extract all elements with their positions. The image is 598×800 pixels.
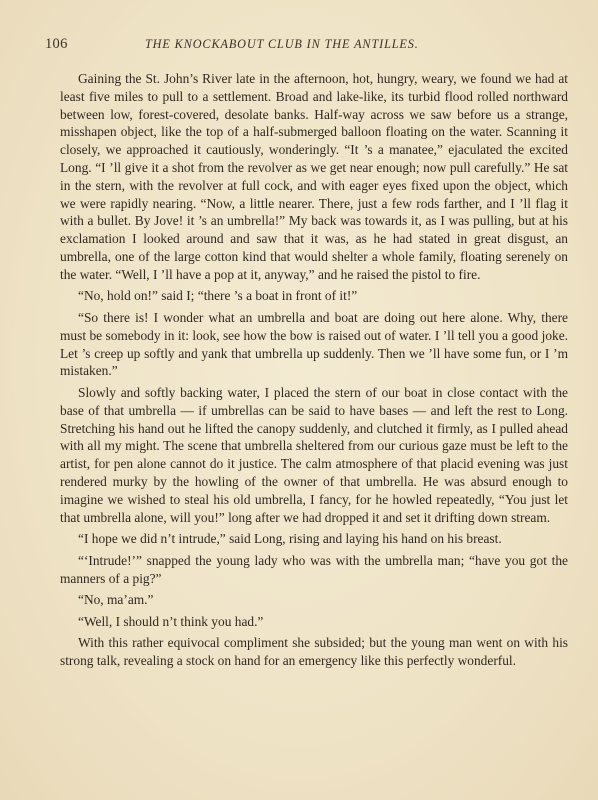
paragraph: “‘Intrude!’” snapped the young lady who was with the umbrella man; “have you got the manners of a pig?” (60, 552, 568, 586)
paragraph: Slowly and softly backing water, I placed the stern of our boat in close contact with the base of that umbrella — if umbrellas can be said to have bases — and left the rest to Long. Stretching his hand out he lifted the canopy suddenly, and clutched it firmly, as I pulled ahead with all my might. The scene that umbrella sheltered from our curious gaze must be left to the artist, for pen alone cannot do it justice. The calm atmosphere of that placid evening was just rendered murky by the howling of the owner of that umbrella. He was absurd enough to imagine we wished to steal his old umbrella, I fancy, for he howled repeatedly, “You just let that umbrella alone, will you!” long after we had dropped it and set it drifting down stream. (60, 384, 568, 525)
paragraph: “No, hold on!” said I; “there ’s a boat in front of it!” (78, 288, 358, 304)
running-head: THE KNOCKABOUT CLUB IN THE ANTILLES. (145, 37, 419, 51)
paragraph: “No, ma’am.” (78, 592, 154, 608)
body-text (60, 70, 568, 674)
paragraph: With this rather equivocal compliment she subsided; but the young man went on with his strong talk, revealing a stock on hand for an emergency like this perfectly wonderful. (60, 635, 568, 669)
paragraph: “I hope we did n’t intrude,” said Long, rising and laying his hand on his breast. (78, 531, 502, 547)
page-number: 106 (45, 36, 68, 52)
paragraph: “Well, I should n’t think you had.” (78, 613, 264, 629)
page-header (45, 36, 565, 54)
paragraph: Gaining the St. John’s River late in the afternoon, hot, hungry, weary, we found we had at least five miles to pull to a settlement. Broad and lake-like, its turbid flood rolled northward between low, forest-covered, desolate banks. Half-way across we saw before us a strange, misshapen object, like the top of a half-submerged balloon floating on the water. Scanning it closely, we approached it cautiously, wonderingly. “It ’s a manatee,” ejaculated the excited Long. “I ’ll give it a shot from the revolver as we get near enough; now pull carefully.” He sat in the stern, with the revolver at full cock, and with eager eyes fixed upon the object, which we were rapidly nearing. “Now, a little nearer. There, just a few rods farther, and I ’ll flag it with a bullet. By Jove! it ’s an umbrella!” My back was towards it, as I was pulling, but at his exclamation I looked around and saw that it was, as he had stated in great disgust, an umbrella, one of the large cotton kind that would shelter a whole family, floating serenely on the water. “Well, I ’ll have a pop at it, anyway,” and he raised the pistol to fire. (60, 71, 568, 282)
paragraph: “So there is! I wonder what an umbrella and boat are doing out here alone. Why, there must be somebody in it: look, see how the bow is raised out of water. I ’ll tell you a good joke. Let ’s creep up softly and yank that umbrella up suddenly. Then we ’ll have some fun, or I ’m mistaken.” (60, 309, 568, 379)
